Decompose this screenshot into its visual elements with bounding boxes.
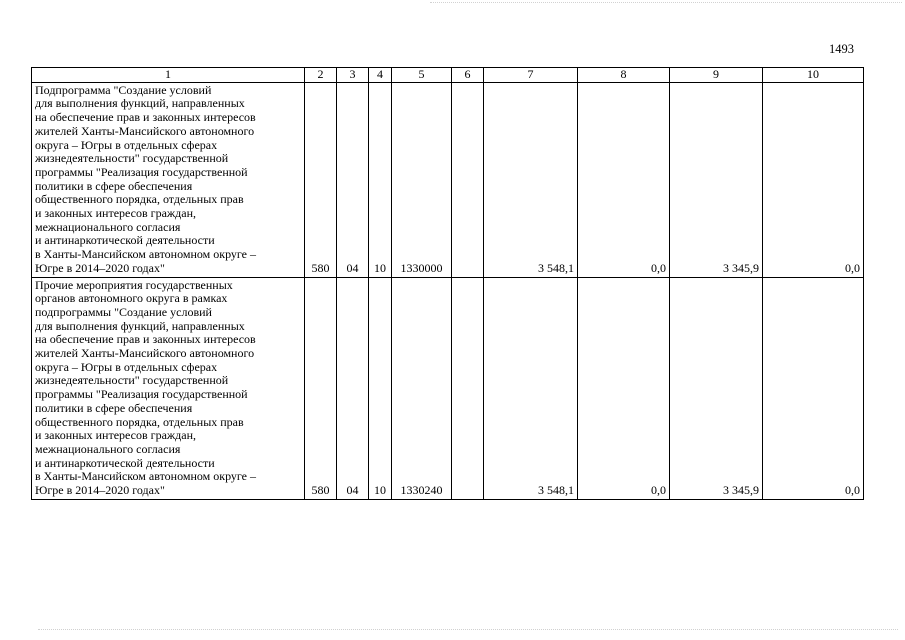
header-col-3: 3 — [337, 68, 369, 83]
header-col-8: 8 — [578, 68, 670, 83]
cell-col-5: 1330240 — [392, 277, 452, 499]
header-col-9: 9 — [670, 68, 763, 83]
row-name: Подпрограмма "Создание условий для выполнения функций, направленных на обеспечение прав и законных интересов жителей Ханты-Мансийского автономного округа – Югры в отдельных сферах жизнедеятельности" государственной программы "Реализация государственной политики в сфере обеспечения общественного порядка, отдельных прав и законных интересов граждан, межнационального согласия и антинаркотической деятельности в Ханты-Мансийском автономном округе – Югре в 2014–2020 годах" — [32, 82, 305, 277]
header-row — [32, 68, 864, 83]
budget-table — [31, 67, 864, 500]
header-col-7: 7 — [484, 68, 578, 83]
header-col-4: 4 — [369, 68, 392, 83]
header-col-5: 5 — [392, 68, 452, 83]
table-row — [32, 82, 864, 277]
header-col-6: 6 — [452, 68, 484, 83]
page-number: 1493 — [829, 42, 854, 56]
scan-artifact-top — [430, 2, 902, 3]
cell-col-7: 3 548,1 — [484, 82, 578, 277]
cell-col-10: 0,0 — [763, 277, 864, 499]
cell-col-5: 1330000 — [392, 82, 452, 277]
cell-col-9: 3 345,9 — [670, 82, 763, 277]
cell-col-4: 10 — [369, 82, 392, 277]
row-name: Прочие мероприятия государственных органов автономного округа в рамках подпрограммы "Создание условий для выполнения функций, направленных на обеспечение прав и законных интересов жителей Ханты-Мансийского автономного округа – Югры в отдельных сферах жизнедеятельности" государственной программы "Реализация государственной политики в сфере обеспечения общественного порядка, отдельных прав и законных интересов граждан, межнационального согласия и антинаркотической деятельности в Ханты-Мансийском автономном округе – Югре в 2014–2020 годах" — [32, 277, 305, 499]
header-col-2: 2 — [305, 68, 337, 83]
cell-col-6 — [452, 82, 484, 277]
cell-col-3: 04 — [337, 82, 369, 277]
cell-col-6 — [452, 277, 484, 499]
table-row — [32, 277, 864, 499]
cell-col-8: 0,0 — [578, 82, 670, 277]
cell-col-4: 10 — [369, 277, 392, 499]
header-col-1: 1 — [32, 68, 305, 83]
cell-col-2: 580 — [305, 277, 337, 499]
scan-artifact-bottom — [38, 629, 898, 630]
cell-col-8: 0,0 — [578, 277, 670, 499]
cell-col-10: 0,0 — [763, 82, 864, 277]
cell-col-3: 04 — [337, 277, 369, 499]
cell-col-2: 580 — [305, 82, 337, 277]
header-col-10: 10 — [763, 68, 864, 83]
cell-col-9: 3 345,9 — [670, 277, 763, 499]
cell-col-7: 3 548,1 — [484, 277, 578, 499]
